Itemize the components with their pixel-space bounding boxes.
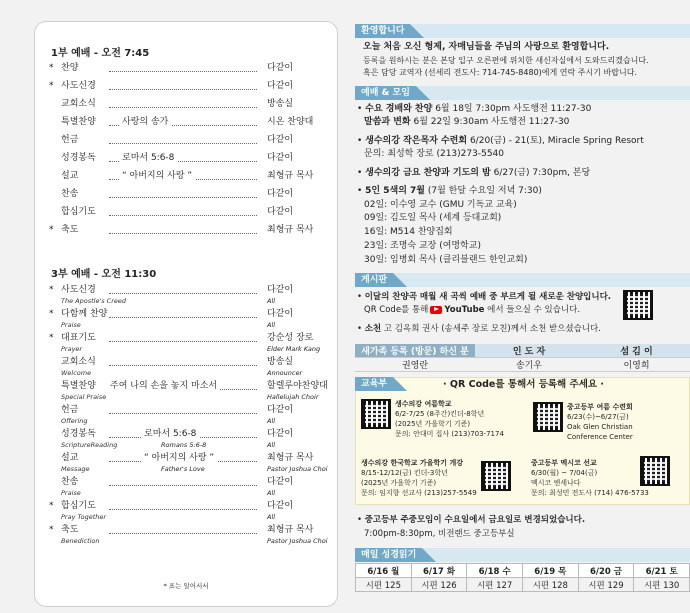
server-name: 이영희 bbox=[583, 358, 690, 372]
qr-code-icon[interactable] bbox=[481, 461, 511, 491]
meeting-item: • 수요 경배와 찬양 6월 18일 7:30pm 사도행전 11:27-30 bbox=[357, 104, 592, 114]
board-item: QR Code를 통해 YouTube 에서 들으실 수 있습니다. bbox=[364, 305, 581, 315]
footnote: * 표는 일어서서 bbox=[163, 582, 209, 590]
item-leader: 최형규 목사 bbox=[267, 225, 314, 235]
leader-dots bbox=[109, 215, 257, 216]
edu-box-mexico-mission: 중고등부 멕시코 선교 6/30(월) ~ 7/04(금) 멕시코 엔세나다 문의: 최성민 전도사 (714) 476-5733 bbox=[531, 459, 649, 497]
service1-item bbox=[49, 63, 327, 79]
leader-dots bbox=[109, 509, 257, 510]
service1-title: 1부 예배 - 오전 7:45 bbox=[51, 48, 150, 59]
item-name-en: Praise bbox=[61, 321, 81, 329]
youtube-icon bbox=[430, 306, 442, 314]
reading-passage: 시편 130 bbox=[634, 578, 690, 592]
item-name: 특별찬양 bbox=[61, 381, 96, 391]
meeting-item: • 생수의강 작은목자 수련회 6/20(금) - 21(토), Miracle Spring Resort bbox=[357, 136, 644, 146]
service1-item bbox=[49, 189, 327, 205]
item-leader: 최형규 목사 bbox=[267, 453, 314, 463]
item-name: 사도신경 bbox=[61, 285, 96, 295]
item-name-en: Special Praise bbox=[61, 393, 107, 401]
reading-passage: 시편 129 bbox=[578, 578, 634, 592]
stand-marker: * bbox=[49, 225, 54, 235]
item-name-en: Benediction bbox=[61, 537, 100, 545]
leader-dots bbox=[109, 143, 257, 144]
item-name: 합심기도 bbox=[61, 501, 96, 511]
meeting-item: 16일: M514 찬양집회 bbox=[364, 227, 453, 237]
leader-dots bbox=[109, 197, 257, 198]
reading-table bbox=[355, 563, 690, 592]
item-detail-en: Romans 5:6-8 bbox=[161, 441, 207, 449]
qr-code-icon[interactable] bbox=[640, 456, 670, 486]
board-header: 게시판 bbox=[355, 273, 393, 287]
stand-marker: * bbox=[49, 309, 54, 319]
newcomers-table bbox=[355, 344, 690, 372]
edu-box-summer-school: 생수의강 여름학교 6/2-7/25 (8주간)킨더-8학년 (2025년 가을학기 기준) 문의: 안대미 집사 (213)703-7174 bbox=[395, 400, 504, 438]
item-leader: 방송실 bbox=[267, 99, 294, 109]
item-name: 헌금 bbox=[61, 135, 79, 145]
meetings-header: 예배 & 모임 bbox=[355, 86, 416, 100]
item-detail: 사랑의 송가 bbox=[119, 117, 171, 128]
item-detail: “ 아버지의 사랑 ” bbox=[119, 171, 195, 182]
meeting-item: • 5인 5색의 7월 (7월 한달 수요일 저녁 7:30) bbox=[357, 186, 542, 196]
meeting-item: 02일: 이수영 교수 (GMU 기독교 교육) bbox=[364, 200, 517, 210]
service1-item bbox=[49, 81, 327, 97]
welcome-line3: 혹은 담당 교역자 (선세리 전도사: 714-745-8480)에게 연락 주시기 바랍니다. bbox=[363, 68, 637, 77]
item-leader: 다같이 bbox=[267, 153, 294, 163]
stand-marker: * bbox=[49, 63, 54, 73]
item-leader: 다같이 bbox=[267, 207, 294, 217]
item-name: 성경봉독 bbox=[61, 153, 96, 163]
item-name: 교회소식 bbox=[61, 357, 96, 367]
reading-day: 6/16 월 bbox=[356, 564, 412, 578]
item-name: 다함께 찬양 bbox=[61, 309, 108, 319]
item-name: 사도신경 bbox=[61, 81, 96, 91]
service3-item bbox=[49, 429, 327, 451]
leader-dots bbox=[109, 71, 257, 72]
reading-passage: 시편 126 bbox=[411, 578, 467, 592]
service1-item bbox=[49, 153, 327, 169]
reading-passage: 시편 125 bbox=[356, 578, 412, 592]
item-leader-en: All bbox=[267, 441, 276, 449]
welcome-line2: 등록을 원하시는 분은 본당 입구 오른편에 위치한 새신자실에서 도와드리겠습니다. bbox=[363, 56, 649, 65]
meeting-item: 09일: 김도일 목사 (세계 등대교회) bbox=[364, 213, 502, 223]
reading-day: 6/19 목 bbox=[522, 564, 578, 578]
item-leader: 다같이 bbox=[267, 477, 294, 487]
item-name: 찬송 bbox=[61, 477, 79, 487]
item-name-en: ScriptureReading bbox=[61, 441, 118, 449]
item-name: 찬양 bbox=[61, 63, 79, 73]
item-name: 설교 bbox=[61, 171, 79, 181]
service3-title: 3부 예배 - 오전 11:30 bbox=[51, 269, 157, 280]
service3-item bbox=[49, 525, 327, 547]
item-leader-en: Announcer bbox=[267, 369, 303, 377]
item-leader-en: All bbox=[267, 489, 276, 497]
item-name: 축도 bbox=[61, 225, 79, 235]
service3-item bbox=[49, 405, 327, 427]
item-name-en: Prayer bbox=[61, 345, 83, 353]
item-name-en: Message bbox=[61, 465, 90, 473]
item-name: 설교 bbox=[61, 453, 79, 463]
service3-item bbox=[49, 381, 327, 403]
service3-item bbox=[49, 477, 327, 499]
service3-item bbox=[49, 333, 327, 355]
service3-item bbox=[49, 453, 327, 475]
leader-dots bbox=[109, 233, 257, 234]
education-note-time: 7:00pm-8:30pm, 비전랜드 중고등부실 bbox=[364, 529, 515, 539]
item-name-en: The Apostle's Creed bbox=[61, 297, 127, 305]
leader-dots bbox=[109, 413, 257, 414]
item-leader: 다같이 bbox=[267, 135, 294, 145]
service3-item bbox=[49, 357, 327, 379]
edu-box-youth-retreat: 중고등부 여름 수련회 6/23(수)~6/27(금) Oak Glen Christian Conference Center bbox=[567, 403, 633, 441]
item-leader-en: Elder Mark Kang bbox=[267, 345, 321, 353]
item-leader: 다같이 bbox=[267, 63, 294, 73]
item-leader-en: Pastor Joshua Choi bbox=[267, 465, 328, 473]
service1-item bbox=[49, 117, 327, 133]
reading-passage: 시편 127 bbox=[467, 578, 523, 592]
edu-box-korean-school: 생수의강 한국학교 가을학기 개강 8/15-12/12(금) 킨더-3학년 (2025년 가을학기 기준) 문의: 임지향 선교사 (213)257-5549 bbox=[361, 459, 477, 497]
welcome-line1: 오늘 처음 오신 형제, 자매님들을 주님의 사랑으로 환영합니다. bbox=[363, 42, 610, 52]
item-leader-en: All bbox=[267, 513, 276, 521]
leader-dots bbox=[109, 533, 257, 534]
item-leader: 다같이 bbox=[267, 309, 294, 319]
guide-name: 송기우 bbox=[475, 358, 583, 372]
newcomers-header: 새가족 등록 (방문) 하신 분 bbox=[355, 344, 475, 358]
item-leader-en: All bbox=[267, 417, 276, 425]
leader-dots bbox=[109, 485, 257, 486]
item-leader: 다같이 bbox=[267, 81, 294, 91]
server-header: 섬 김 이 bbox=[583, 344, 690, 358]
item-detail-en: Father's Love bbox=[161, 465, 205, 473]
service3-item bbox=[49, 309, 327, 331]
item-name: 성경봉독 bbox=[61, 429, 96, 439]
reading-day: 6/17 화 bbox=[411, 564, 467, 578]
item-leader: 최형규 목사 bbox=[267, 525, 314, 535]
board-item: • 이달의 찬양곡 매월 새 곡씩 예배 중 부르게 될 새로운 찬양입니다. bbox=[357, 292, 612, 302]
stand-marker: * bbox=[49, 333, 54, 343]
item-leader-en: All bbox=[267, 297, 276, 305]
education-note: • 중고등부 주중모임이 수요일에서 금요일로 변경되었습니다. bbox=[357, 515, 586, 525]
service1-item bbox=[49, 171, 327, 187]
stand-marker: * bbox=[49, 81, 54, 91]
reading-day: 6/18 수 bbox=[467, 564, 523, 578]
reading-day: 6/20 금 bbox=[578, 564, 634, 578]
qr-code-icon[interactable] bbox=[361, 399, 391, 429]
education-header: 교육부 bbox=[355, 377, 393, 391]
item-leader: 다같이 bbox=[267, 429, 294, 439]
item-name-en: Offering bbox=[61, 417, 88, 425]
order-of-worship-panel bbox=[34, 21, 338, 607]
newcomer-name: 권영란 bbox=[355, 358, 475, 372]
item-name: 찬송 bbox=[61, 189, 79, 199]
reading-header: 매일 성경읽기 bbox=[355, 548, 422, 562]
item-leader: 다같이 bbox=[267, 285, 294, 295]
service3-item bbox=[49, 285, 327, 307]
leader-dots bbox=[109, 341, 257, 342]
qr-code-icon[interactable] bbox=[533, 402, 563, 432]
item-name: 특별찬양 bbox=[61, 117, 96, 127]
announcements-panel bbox=[355, 0, 690, 613]
item-detail: 로마서 5:6-8 bbox=[141, 429, 199, 440]
qr-code-icon[interactable] bbox=[623, 290, 653, 320]
meeting-item: 30일: 임병회 목사 (클리블랜드 한인교회) bbox=[364, 255, 528, 265]
education-banner: · QR Code를 통해서 등록해 주세요 · bbox=[443, 379, 604, 390]
welcome-header: 환영합니다 bbox=[355, 24, 410, 38]
item-name: 헌금 bbox=[61, 405, 79, 415]
service1-item bbox=[49, 225, 327, 241]
item-leader: 시온 찬양대 bbox=[267, 117, 314, 127]
item-leader: 강순성 장로 bbox=[267, 333, 314, 343]
leader-dots bbox=[109, 317, 257, 318]
service3-item bbox=[49, 501, 327, 523]
meeting-item: • 생수의강 금요 찬양과 기도의 밤 6/27(금) 7:30pm, 본당 bbox=[357, 168, 591, 178]
service1-item bbox=[49, 135, 327, 151]
item-leader-en: Hallelujah Choir bbox=[267, 393, 319, 401]
item-leader-en: Pastor Joshua Choi bbox=[267, 537, 328, 545]
service1-item bbox=[49, 207, 327, 223]
service1-item bbox=[49, 99, 327, 115]
stand-marker: * bbox=[49, 501, 54, 511]
item-leader: 다같이 bbox=[267, 189, 294, 199]
leader-dots bbox=[109, 365, 257, 366]
item-leader-en: All bbox=[267, 321, 276, 329]
reading-day: 6/21 토 bbox=[634, 564, 690, 578]
item-name: 축도 bbox=[61, 525, 79, 535]
leader-dots bbox=[109, 293, 257, 294]
item-name: 대표기도 bbox=[61, 333, 96, 343]
item-leader: 다같이 bbox=[267, 501, 294, 511]
leader-dots bbox=[109, 89, 257, 90]
stand-marker: * bbox=[49, 285, 54, 295]
item-name-en: Welcome bbox=[61, 369, 92, 377]
item-leader: 방송실 bbox=[267, 357, 294, 367]
item-name-en: Praise bbox=[61, 489, 81, 497]
item-detail: 주여 나의 손을 놓지 마소서 bbox=[107, 381, 220, 392]
reading-passage: 시편 128 bbox=[522, 578, 578, 592]
item-name: 합심기도 bbox=[61, 207, 96, 217]
meeting-item: 말씀과 변화 6월 22일 9:30am 사도행전 11:27-30 bbox=[364, 117, 570, 127]
stand-marker: * bbox=[49, 525, 54, 535]
item-leader: 할렐루야찬양대 bbox=[267, 381, 328, 391]
item-detail: 로마서 5:6-8 bbox=[119, 153, 177, 164]
leader-dots bbox=[109, 107, 257, 108]
item-detail: “ 아버지의 사랑 ” bbox=[141, 453, 217, 464]
item-name: 교회소식 bbox=[61, 99, 96, 109]
item-leader: 최형규 목사 bbox=[267, 171, 314, 181]
item-name-en: Pray Together bbox=[61, 513, 107, 521]
guide-header: 인 도 자 bbox=[475, 344, 583, 358]
meeting-item: 23일: 조명숙 교장 (여명학교) bbox=[364, 241, 482, 251]
board-item: • 소천 고 김옥희 권사 (송세주 장로 모친)께서 소천 받으셨습니다. bbox=[357, 324, 601, 334]
item-leader: 다같이 bbox=[267, 405, 294, 415]
meeting-item: 문의: 최성학 장로 (213)273-5540 bbox=[364, 149, 505, 159]
